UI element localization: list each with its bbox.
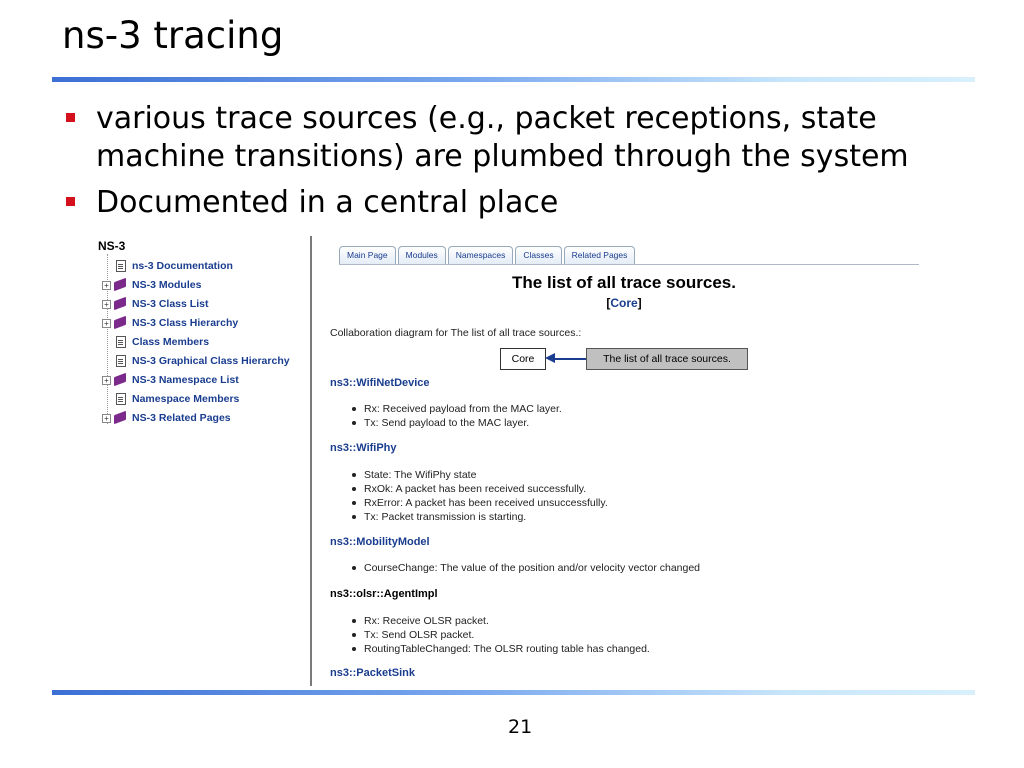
expand-icon[interactable]: +: [102, 319, 111, 328]
collab-caption: Collaboration diagram for The list of all trace sources.:: [330, 327, 582, 339]
expand-icon[interactable]: +: [102, 376, 111, 385]
bullet-square-icon: [66, 113, 75, 122]
tree-title: NS-3: [98, 239, 126, 253]
trace-item: RoutingTableChanged: The OLSR routing table has changed.: [352, 642, 650, 656]
doxygen-screenshot: [96, 236, 922, 686]
slide-title: ns-3 tracing: [62, 14, 284, 57]
tab-related-pages[interactable]: Related Pages: [564, 246, 636, 264]
section-title-packetsink[interactable]: ns3::PacketSink: [330, 667, 415, 679]
trace-list: [352, 402, 562, 430]
doc-subtitle: [339, 296, 909, 310]
tree-item-label: NS-3 Graphical Class Hierarchy: [132, 355, 290, 367]
book-icon: [114, 373, 126, 386]
bracket-close: ]: [637, 296, 642, 310]
tree-item-label: Namespace Members: [132, 393, 240, 405]
trace-item: RxError: A packet has been received unsuccessfully.: [352, 496, 608, 510]
bullet-text: Documented in a central place: [96, 185, 559, 220]
section-title-mobilitymodel[interactable]: ns3::MobilityModel: [330, 536, 430, 548]
trace-list: [352, 561, 700, 575]
page-icon: [116, 260, 126, 272]
tree-item-label: NS-3 Class List: [132, 298, 209, 310]
tab-main-page[interactable]: Main Page: [339, 246, 396, 264]
tab-modules[interactable]: Modules: [398, 246, 446, 264]
trace-item: Rx: Received payload from the MAC layer.: [352, 402, 562, 416]
trace-item: RxOk: A packet has been received successfully.: [352, 482, 608, 496]
trace-list: [352, 468, 608, 524]
title-rule: [52, 77, 975, 82]
diagram-list-box: The list of all trace sources.: [586, 348, 748, 370]
nav-tree: [96, 236, 310, 686]
tree-item-label: ns-3 Documentation: [132, 260, 233, 272]
trace-item: State: The WifiPhy state: [352, 468, 608, 482]
book-icon: [114, 316, 126, 329]
section-title-wifiphy[interactable]: ns3::WifiPhy: [330, 442, 397, 454]
tree-guide-line: [107, 254, 108, 424]
expand-icon[interactable]: +: [102, 414, 111, 423]
tab-underline: [339, 264, 919, 265]
bracket-open: [: [606, 296, 611, 310]
section-title-olsr-agentimpl: ns3::olsr::AgentImpl: [330, 588, 438, 600]
bullet-text: various trace sources (e.g., packet receptions, state machine transitions) are plumbed through the system: [96, 101, 909, 174]
book-icon: [114, 411, 126, 424]
bullet-item: [64, 184, 944, 222]
page-icon: [116, 336, 126, 348]
trace-item: Rx: Receive OLSR packet.: [352, 614, 650, 628]
tree-item-label: Class Members: [132, 336, 210, 348]
footer-rule: [52, 690, 975, 695]
page-number: 21: [508, 716, 533, 738]
page-icon: [116, 393, 126, 405]
bullet-item: [64, 100, 944, 176]
tree-item-label: NS-3 Class Hierarchy: [132, 317, 239, 329]
section-title-wifinetdevice[interactable]: ns3::WifiNetDevice: [330, 377, 430, 389]
trace-item: CourseChange: The value of the position and/or velocity vector changed: [352, 561, 700, 575]
book-icon: [114, 278, 126, 291]
tree-item-label: NS-3 Related Pages: [132, 412, 231, 424]
tab-classes[interactable]: Classes: [515, 246, 561, 264]
expand-icon[interactable]: +: [102, 300, 111, 309]
trace-item: Tx: Send payload to the MAC layer.: [352, 416, 562, 430]
frame-divider[interactable]: [310, 236, 312, 686]
tree-item-label: NS-3 Namespace List: [132, 374, 239, 386]
doc-title: The list of all trace sources.: [512, 273, 736, 292]
trace-list: [352, 614, 650, 656]
doc-tabs: [339, 246, 637, 264]
bullet-list: [64, 100, 944, 230]
book-icon: [114, 297, 126, 310]
tab-namespaces[interactable]: Namespaces: [448, 246, 514, 264]
bullet-square-icon: [66, 197, 75, 206]
trace-item: Tx: Send OLSR packet.: [352, 628, 650, 642]
core-link[interactable]: Core: [610, 296, 638, 310]
diagram-core-box[interactable]: Core: [500, 348, 546, 370]
tree-item-label: NS-3 Modules: [132, 279, 202, 291]
expand-icon[interactable]: +: [102, 281, 111, 290]
page-icon: [116, 355, 126, 367]
trace-item: Tx: Packet transmission is starting.: [352, 510, 608, 524]
diagram-arrow-line: [554, 358, 586, 360]
